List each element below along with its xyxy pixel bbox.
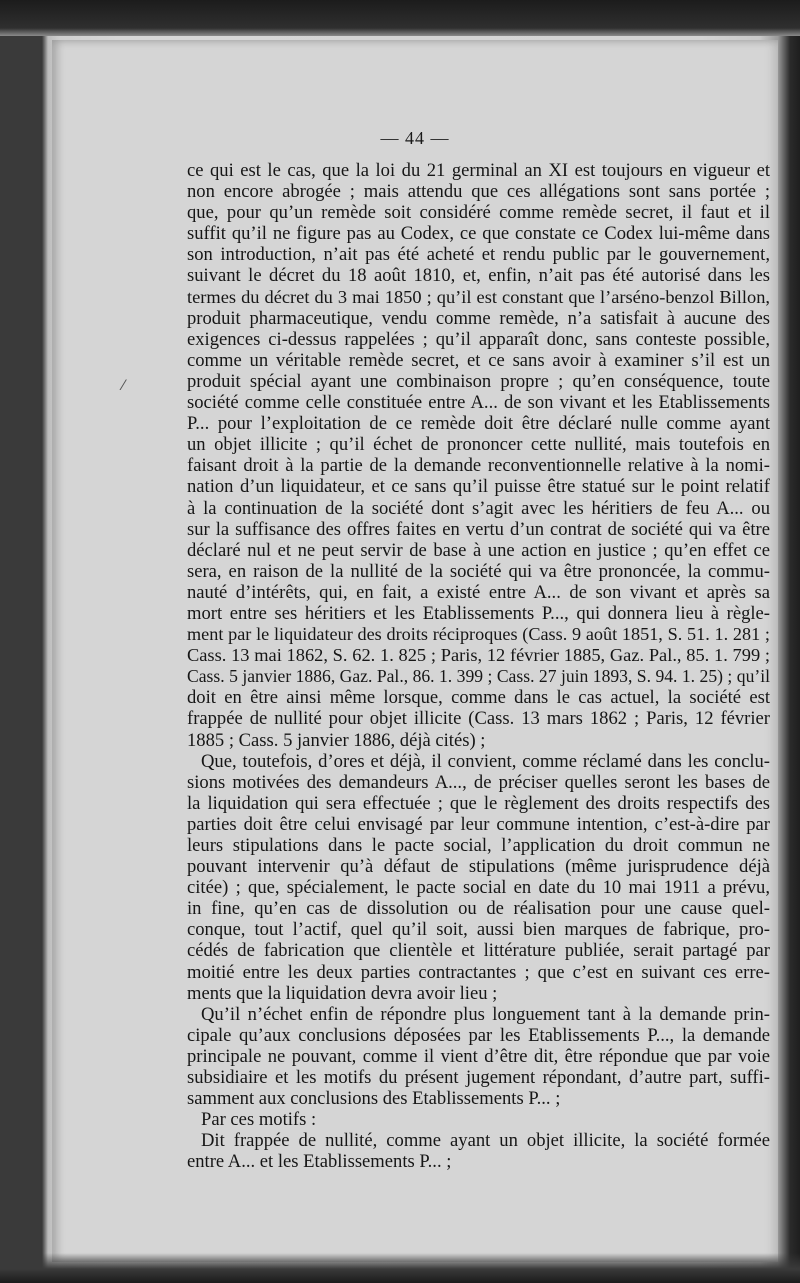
text-line: samment aux conclusions des Etablissements P... ; bbox=[187, 1088, 561, 1110]
text-line: moitié entre les deux parties contractantes ; que c’est en suivant ces erre- bbox=[187, 961, 770, 983]
text-line: non encore abrogée ; mais attendu que ces allégations sont sans portée ; bbox=[187, 181, 770, 203]
text-line: sions motivées des demandeurs A..., de préciser quelles seront les bases de bbox=[187, 771, 770, 793]
paper-sheet bbox=[52, 40, 778, 1262]
text-line: Cass. 13 mai 1862, S. 62. 1. 825 ; Paris, 12 février 1885, Gaz. Pal., 85. 1. 799 ; bbox=[187, 645, 770, 666]
text-line: Dit frappée de nullité, comme ayant un objet illicite, la société formée bbox=[201, 1130, 770, 1152]
text-line: exigences ci-dessus rappelées ; qu’il apparaît donc, sans conteste possible, bbox=[187, 328, 770, 350]
text-line: Cass. 5 janvier 1886, Gaz. Pal., 86. 1. 399 ; Cass. 27 juin 1893, S. 94. 1. 25) ; qu’il bbox=[187, 666, 770, 687]
text-line: ment par le liquidateur des droits réciproques (Cass. 9 août 1851, S. 51. 1. 281 ; bbox=[187, 624, 770, 645]
text-line: conque, tout l’actif, quel qu’il soit, aussi bien marques de fabrique, pro- bbox=[187, 919, 770, 941]
scan-bottom-edge bbox=[0, 1253, 800, 1283]
text-line: principale ne pouvant, comme il vient d’être dit, être répondue que par voie bbox=[187, 1045, 770, 1067]
scan-top-edge bbox=[0, 0, 800, 36]
text-line: sera, en raison de la nullité de la société qui va être prononcée, la commu- bbox=[187, 560, 770, 582]
text-line: société comme celle constituée entre A... de son vivant et les Etablissements bbox=[187, 392, 770, 414]
text-line: nation d’un liquidateur, et ce sans qu’il puisse être statué sur le point relatif bbox=[187, 476, 770, 498]
text-line: que, pour qu’un remède soit considéré comme remède secret, il faut et il bbox=[187, 202, 770, 224]
text-line: nauté d’intérêts, qui, en fait, a existé entre A... de son vivant et après sa bbox=[187, 581, 770, 603]
text-line: Qu’il n’échet enfin de répondre plus longuement tant à la demande prin- bbox=[201, 1003, 770, 1025]
text-line: Par ces motifs : bbox=[201, 1109, 317, 1131]
text-line: un objet illicite ; qu’il échet de prononcer cette nullité, mais toutefois en bbox=[187, 434, 770, 456]
text-line: produit pharmaceutique, vendu comme remède, n’a satisfait à aucune des bbox=[187, 307, 770, 329]
body-text bbox=[187, 160, 770, 1173]
text-line: à la continuation de la société dont s’agit avec les héritiers de feu A... ou bbox=[187, 497, 770, 519]
text-line: cédés de fabrication que clientèle et littérature publiée, serait partagé par bbox=[187, 940, 770, 962]
text-line: in fine, qu’en cas de dissolution ou de réalisation pour une cause quel- bbox=[187, 898, 770, 920]
text-line: subsidiaire et les motifs du présent jugement répondant, d’autre part, suffi- bbox=[187, 1067, 770, 1089]
text-line: doit en être ainsi même lorsque, comme dans le cas actuel, la société est bbox=[187, 687, 770, 709]
text-line: termes du décret du 3 mai 1850 ; qu’il est constant que l’arséno-benzol Billon, bbox=[187, 286, 770, 307]
text-line: ce qui est le cas, que la loi du 21 germinal an XI est toujours en vigueur et bbox=[187, 160, 770, 181]
text-line: mort entre ses héritiers et les Etablissements P..., qui donnera lieu à règle- bbox=[187, 602, 770, 624]
text-line: P... pour l’exploitation de ce remède doit être déclaré nulle comme ayant bbox=[187, 413, 770, 435]
text-line: sur la suffisance des offres faites en vertu d’un contrat de société qui va être bbox=[187, 518, 770, 540]
text-line: parties doit être celui envisagé par leur commune intention, c’est-à-dire par bbox=[187, 813, 770, 835]
text-line: ments que la liquidation devra avoir lieu ; bbox=[187, 982, 498, 1004]
page-number: — 44 — bbox=[380, 128, 450, 148]
text-line: faisant droit à la partie de la demande reconventionnelle relative à la nomi- bbox=[187, 455, 770, 477]
text-line: son introduction, n’ait pas été acheté et rendu public par le gouvernement, bbox=[187, 244, 770, 266]
text-line: entre A... et les Etablissements P... ; bbox=[187, 1151, 452, 1173]
text-line: pouvant intervenir qu’à défaut de stipulations (même jurisprudence déjà bbox=[187, 856, 770, 878]
text-line: cipale qu’aux conclusions déposées par les Etablissements P..., la demande bbox=[187, 1024, 770, 1046]
text-line: comme un véritable remède secret, et ce sans avoir à examiner s’il est un bbox=[187, 349, 770, 371]
text-line: déclaré nul et ne peut servir de base à une action en justice ; qu’en effet ce bbox=[187, 539, 770, 561]
text-line: leurs stipulations dans le pacte social, l’application du droit commun ne bbox=[187, 835, 770, 856]
text-line: frappée de nullité pour objet illicite (Cass. 13 mars 1862 ; Paris, 12 février bbox=[187, 708, 770, 730]
text-line: Que, toutefois, d’ores et déjà, il convient, comme réclamé dans les conclu- bbox=[201, 750, 770, 772]
text-line: citée) ; que, spécialement, le pacte social en date du 10 mai 1911 a prévu, bbox=[187, 877, 770, 899]
text-line: suivant le décret du 18 août 1810, et, enfin, n’ait pas été autorisé dans les bbox=[187, 265, 770, 287]
text-line: 1885 ; Cass. 5 janvier 1886, déjà cités) ; bbox=[187, 729, 486, 751]
text-line: produit spécial ayant une combinaison propre ; qu’en conséquence, toute bbox=[187, 370, 770, 392]
margin-pencil-mark: ⁄ bbox=[122, 378, 125, 394]
text-line: suffit qu’il ne figure pas au Codex, ce que constate ce Codex lui-même dans bbox=[187, 223, 770, 245]
text-line: la liquidation qui sera effectuée ; que le règlement des droits respectifs des bbox=[187, 792, 770, 814]
